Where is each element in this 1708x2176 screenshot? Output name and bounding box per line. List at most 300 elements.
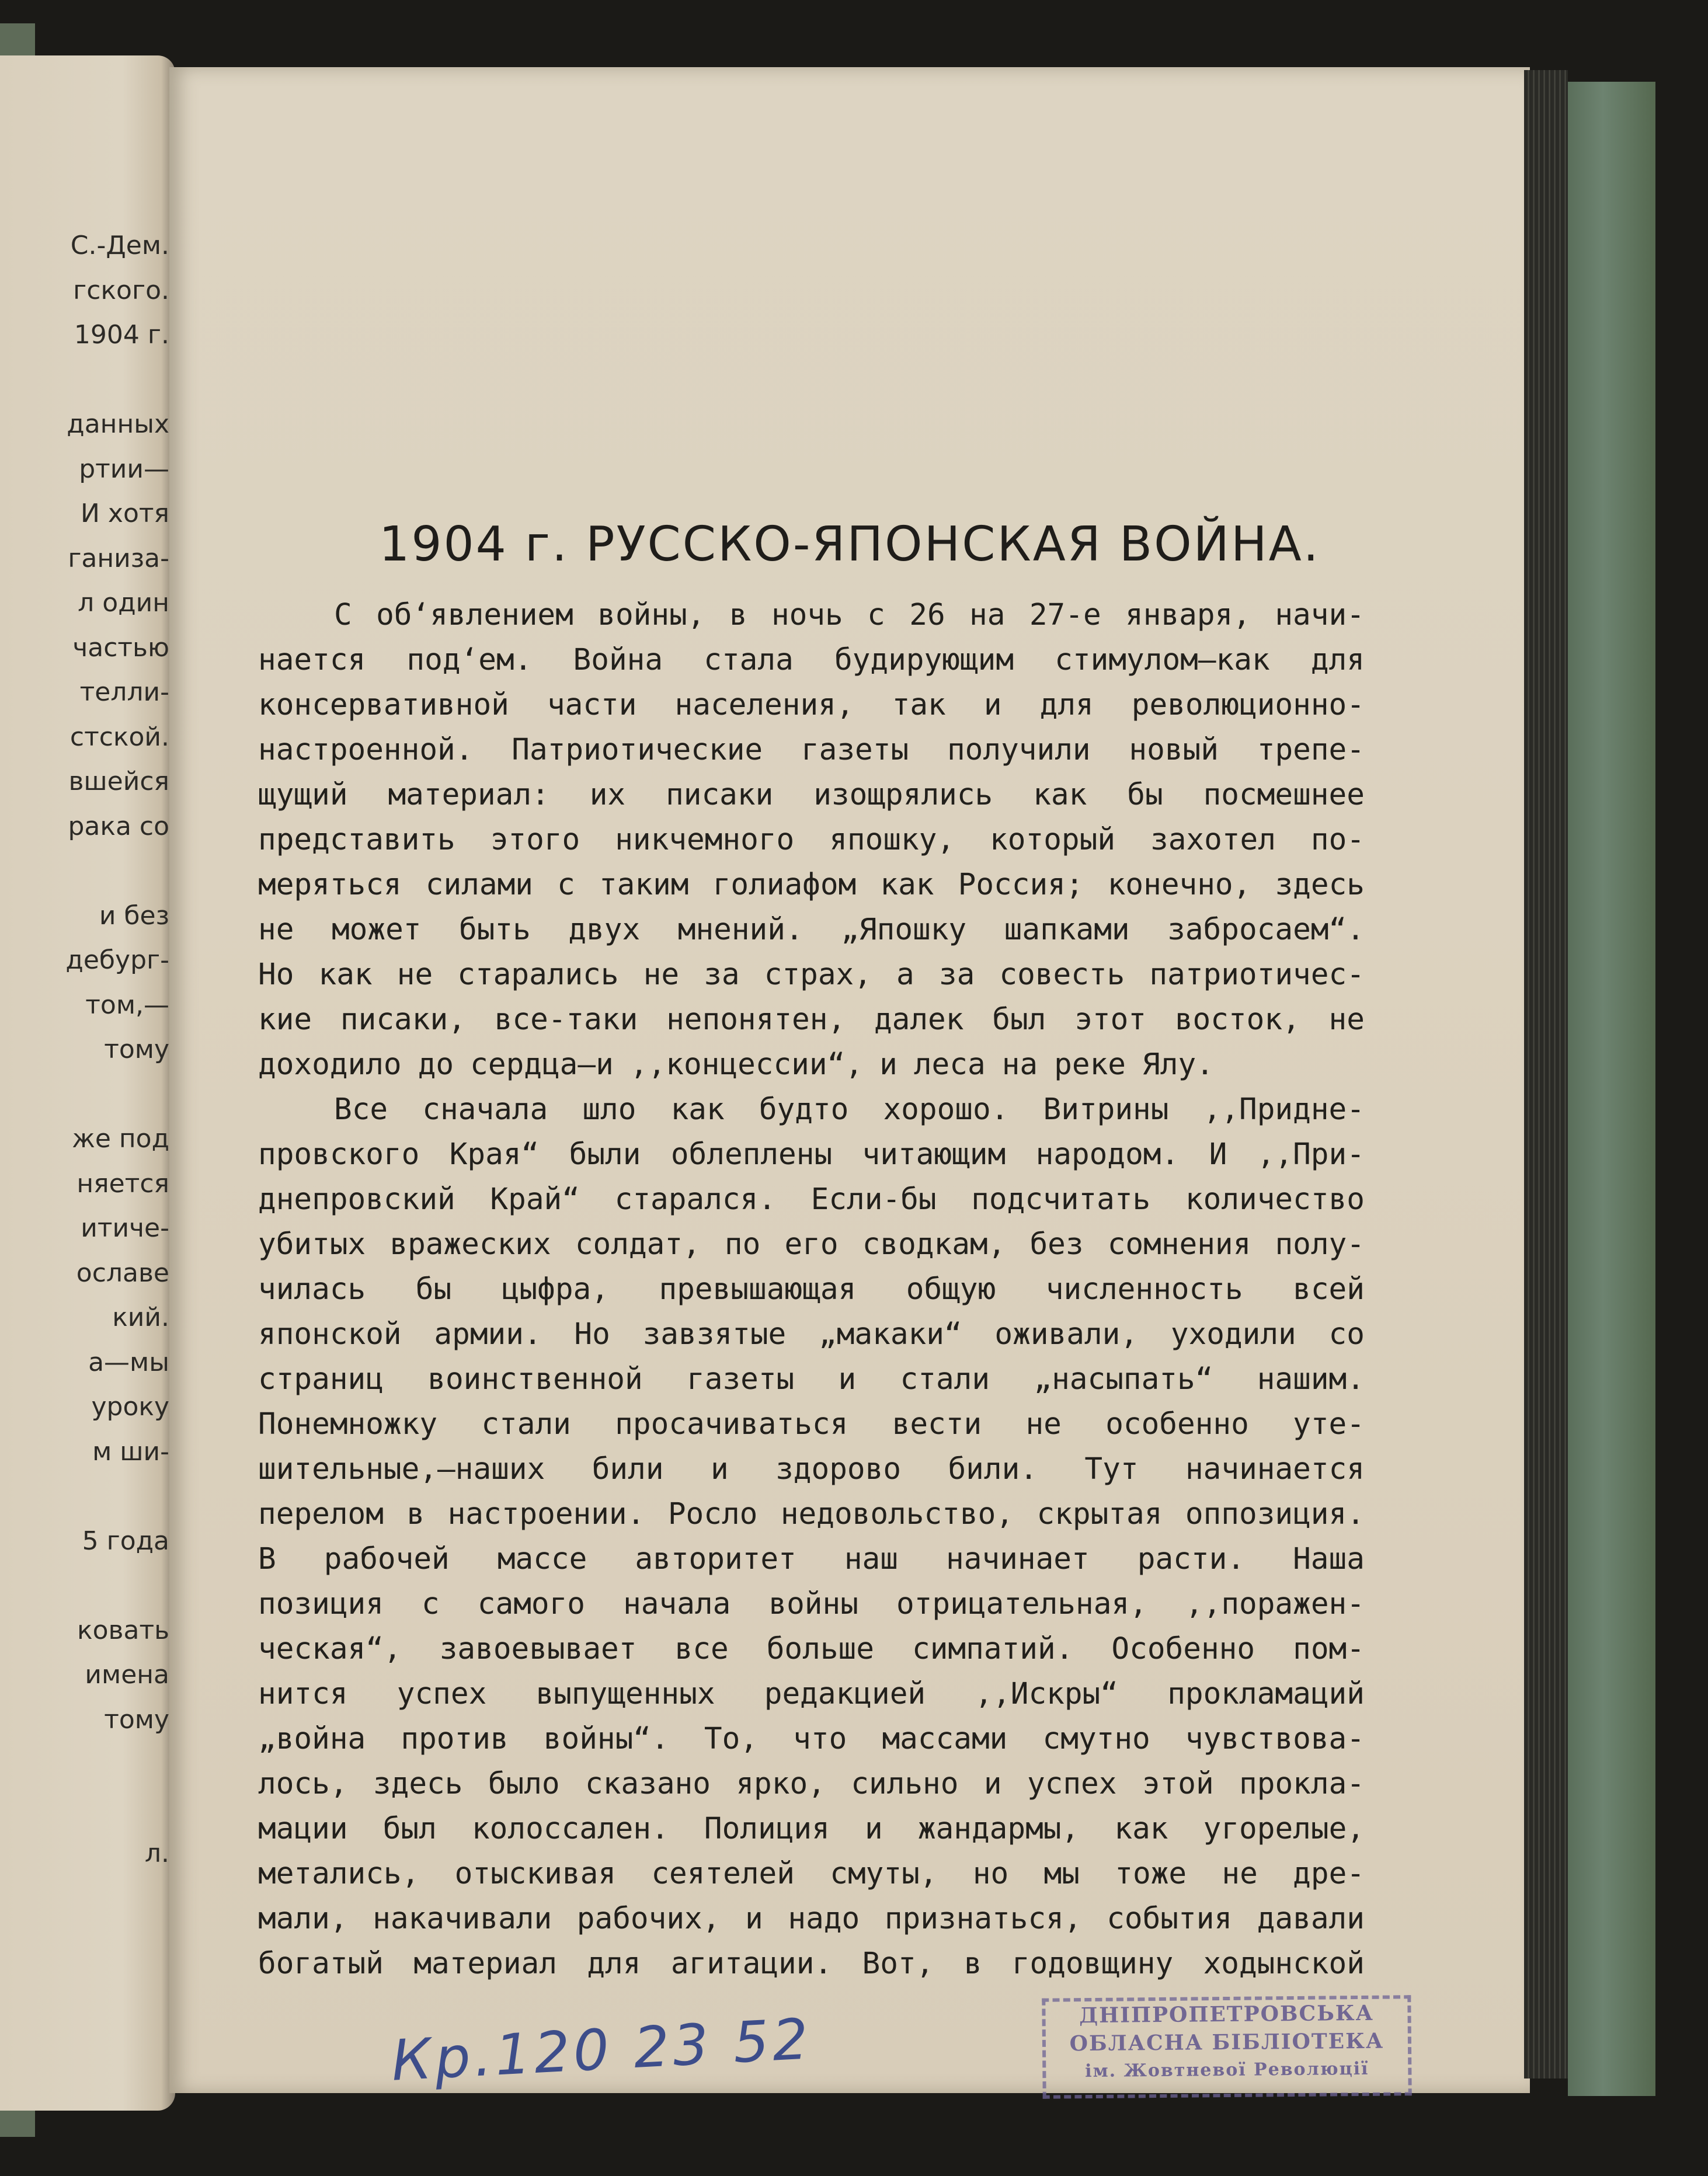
word: стали <box>481 1407 571 1442</box>
word: против <box>401 1722 509 1756</box>
word: просачиваться <box>615 1407 848 1442</box>
word: было <box>488 1767 560 1801</box>
word: стали <box>900 1362 990 1397</box>
text-line <box>258 1357 1365 1402</box>
word: пом- <box>1293 1632 1365 1666</box>
word: ,,концессии“, <box>629 1047 864 1082</box>
word: массе <box>497 1542 587 1576</box>
word: до <box>418 1047 454 1082</box>
word: были <box>569 1137 641 1172</box>
word: давали <box>1257 1902 1365 1936</box>
word: Но <box>574 1317 610 1352</box>
previous-page-line: имена <box>85 1660 169 1690</box>
word: ,,Придне- <box>1203 1092 1365 1127</box>
word: больше <box>766 1632 874 1666</box>
text-line <box>258 727 1365 772</box>
word: колоссален. <box>471 1812 669 1846</box>
word: захотел <box>1150 823 1276 857</box>
word: конечно, <box>1107 868 1251 902</box>
word: смутно <box>1042 1722 1150 1756</box>
word: и <box>745 1902 763 1936</box>
word: войны“. <box>543 1722 669 1756</box>
word: наш <box>844 1542 898 1576</box>
previous-page-line: стской. <box>69 722 169 752</box>
word: рабочих, <box>576 1902 721 1936</box>
word: этой <box>1142 1767 1214 1801</box>
library-stamp <box>1042 1995 1411 2099</box>
word: получили <box>947 733 1091 767</box>
stamp-line-2: ОБЛАСНА БІБЛІОТЕКА <box>1069 2028 1385 2056</box>
word: населения, <box>674 688 854 722</box>
word: сильно <box>851 1767 959 1801</box>
word: днепровский <box>258 1182 455 1217</box>
word: и <box>983 1767 1002 1801</box>
word: не <box>643 958 680 992</box>
text-line <box>258 997 1365 1042</box>
word: скрытая <box>1036 1497 1163 1531</box>
word: а <box>896 958 914 992</box>
text-line <box>258 862 1365 907</box>
word: голиафом <box>712 868 857 902</box>
word: перелом <box>258 1497 384 1531</box>
word: выпущенных <box>535 1677 715 1711</box>
word: мнений. <box>677 913 803 947</box>
word: в <box>963 1947 982 1981</box>
word: хорошо. <box>883 1092 1009 1127</box>
word: реке <box>1054 1047 1126 1082</box>
word: стала <box>704 643 794 677</box>
previous-page-line: няется <box>76 1168 169 1199</box>
word: быть <box>459 913 531 947</box>
word: для <box>1039 688 1094 722</box>
word: Витрины <box>1043 1092 1169 1127</box>
text-line <box>258 1402 1365 1447</box>
word: самого <box>477 1587 586 1621</box>
word: может <box>331 913 422 947</box>
word: мации <box>258 1812 348 1846</box>
word: богатый <box>258 1947 384 1981</box>
previous-page-line: ковать <box>77 1615 169 1645</box>
word: жандармы, <box>917 1812 1080 1846</box>
word: Наша <box>1293 1542 1365 1576</box>
word: января, <box>1125 598 1251 632</box>
word: за <box>938 958 975 992</box>
text-line <box>258 1896 1365 1941</box>
word: мали, <box>258 1902 348 1936</box>
word: части <box>547 688 637 722</box>
word: Война <box>573 643 663 677</box>
text-line <box>258 1761 1365 1806</box>
word: этого <box>490 823 580 857</box>
text-line <box>258 772 1365 817</box>
word: В <box>258 1542 276 1576</box>
previous-page-line: а—мы <box>88 1347 169 1377</box>
word: как <box>1033 778 1087 812</box>
word: писаки, <box>340 1002 466 1037</box>
word: недовольство, <box>780 1497 1014 1531</box>
word: чилась <box>258 1272 366 1307</box>
word: старался. <box>614 1182 776 1217</box>
previous-page-line: итиче- <box>81 1213 169 1243</box>
text-line <box>258 1806 1365 1851</box>
word: консервативной <box>258 688 509 722</box>
word: особенно <box>1105 1407 1249 1442</box>
word: облеплены <box>670 1137 833 1172</box>
word: восток, <box>1174 1002 1300 1037</box>
word: посмешнее <box>1203 778 1365 812</box>
word: расти. <box>1137 1542 1245 1576</box>
word: Ялу. <box>1142 1047 1214 1082</box>
word: рабочей <box>323 1542 450 1576</box>
text-line <box>258 1312 1365 1357</box>
word: войны, <box>597 598 705 632</box>
word: материал: <box>388 778 549 812</box>
text-line <box>258 817 1365 862</box>
word: агитации. <box>670 1947 833 1981</box>
previous-page-line: л один <box>78 588 169 618</box>
word: не <box>1328 1002 1365 1037</box>
word: читающим <box>862 1137 1006 1172</box>
text-line <box>258 907 1365 952</box>
word: не <box>1025 1407 1062 1442</box>
word: по <box>724 1227 761 1262</box>
word: ,,Искры“ <box>975 1677 1118 1711</box>
text-line <box>258 1087 1365 1132</box>
word: бы <box>1127 778 1163 812</box>
word: как <box>880 868 934 902</box>
word: редакцией <box>764 1677 926 1711</box>
word: завзятые <box>642 1317 787 1352</box>
word: Если-бы <box>810 1182 937 1217</box>
word: и <box>838 1362 857 1397</box>
word: убитых <box>258 1227 366 1262</box>
word: здесь <box>373 1767 463 1801</box>
word: но <box>972 1857 1009 1891</box>
previous-page-line: вшейся <box>68 767 169 796</box>
word: всей <box>1293 1272 1365 1307</box>
word: двух <box>568 913 641 947</box>
word: ческая“, <box>258 1632 402 1666</box>
word: сводкам, <box>862 1227 1006 1262</box>
word: и <box>864 1812 883 1846</box>
word: на <box>1001 1047 1038 1082</box>
word: трепе- <box>1257 733 1365 767</box>
word: били. <box>948 1452 1038 1486</box>
previous-page-line: том,— <box>85 990 169 1020</box>
word: То, <box>704 1722 758 1756</box>
word: страниц <box>258 1362 384 1397</box>
word: нашим. <box>1257 1362 1365 1397</box>
word: воинственной <box>427 1362 643 1397</box>
word: ходынской <box>1203 1947 1365 1981</box>
word: будирующим <box>834 643 1014 677</box>
previous-page-line: 5 года <box>82 1526 169 1556</box>
word: все-таки <box>494 1002 638 1037</box>
word: Понемножку <box>258 1407 438 1442</box>
word: провского <box>258 1137 420 1172</box>
word: авторитет <box>635 1542 796 1576</box>
word: стимулом—как <box>1055 643 1270 677</box>
previous-page-line: ртии— <box>79 454 169 484</box>
text-line <box>258 1447 1365 1492</box>
word: и <box>710 1452 729 1486</box>
word: общую <box>906 1272 996 1307</box>
word: годовщину <box>1011 1947 1174 1981</box>
word: били <box>592 1452 664 1486</box>
word: сомнения <box>1107 1227 1251 1262</box>
word: старались <box>457 958 619 992</box>
text-line <box>258 1537 1365 1582</box>
previous-page-line: 1904 г. <box>74 320 169 350</box>
previous-page-line: данных <box>67 409 169 439</box>
word: отрицательная, <box>896 1587 1147 1621</box>
text-line <box>258 1132 1365 1177</box>
previous-page-line: рака со <box>68 811 169 841</box>
word: для <box>1310 643 1365 677</box>
word: таким <box>599 868 689 902</box>
word: далек <box>874 1002 964 1037</box>
body-text <box>258 593 1365 1986</box>
word: изощрялись <box>813 778 993 812</box>
word: кие <box>258 1002 312 1037</box>
word: что <box>793 1722 847 1756</box>
word: сначала <box>422 1092 548 1127</box>
word: успех <box>1027 1767 1117 1801</box>
word: войны <box>768 1587 858 1621</box>
text-line <box>258 1941 1365 1986</box>
word: с <box>557 868 575 902</box>
previous-page-line: частью <box>72 632 169 663</box>
word: успех <box>396 1677 487 1711</box>
word: сердца—и <box>470 1047 614 1082</box>
word: накачивали <box>373 1902 552 1936</box>
word: массами <box>882 1722 1008 1756</box>
word: шапками <box>1004 913 1130 947</box>
word: и <box>983 688 1002 722</box>
previous-page-line: дебург- <box>65 945 169 975</box>
word: этот <box>1074 1002 1147 1037</box>
text-line <box>258 1627 1365 1672</box>
word: настроении. <box>447 1497 645 1531</box>
word: начинает <box>946 1542 1090 1576</box>
word: совесть <box>999 958 1125 992</box>
previous-page-line: И хотя <box>81 499 169 528</box>
word: как <box>1114 1812 1168 1846</box>
word: подсчитать <box>971 1182 1151 1217</box>
previous-page-line: ганиза- <box>68 543 169 573</box>
word: представить <box>258 823 455 857</box>
word: не <box>396 958 433 992</box>
word: за <box>704 958 740 992</box>
previous-page-line: кий. <box>112 1303 169 1332</box>
word: патриотичес- <box>1149 958 1365 992</box>
word: под‘ем. <box>406 643 533 677</box>
previous-page-line: тому <box>104 1035 169 1064</box>
word: угорелые, <box>1203 1812 1365 1846</box>
word: количество <box>1185 1182 1365 1217</box>
word: оппозиция. <box>1185 1497 1365 1531</box>
text-line <box>258 952 1365 997</box>
word: „макаки“ <box>819 1317 962 1352</box>
word: газеты <box>801 733 909 767</box>
word: настроенной. <box>258 733 474 767</box>
word: леса <box>913 1047 986 1082</box>
word: не <box>258 913 294 947</box>
word: „Япошку <box>841 913 967 947</box>
previous-page-line: же под <box>72 1124 169 1154</box>
word: Патриотические <box>512 733 763 767</box>
previous-page <box>0 55 175 2111</box>
word: все <box>674 1632 729 1666</box>
word: народом. <box>1035 1137 1180 1172</box>
word: оживали, <box>994 1317 1139 1352</box>
text-line <box>258 638 1365 683</box>
word: доходило <box>258 1047 402 1082</box>
word: Росло <box>667 1497 758 1531</box>
previous-page-line: тому <box>104 1704 169 1735</box>
word: был <box>382 1812 437 1846</box>
word: без <box>1029 1227 1084 1262</box>
word: С <box>334 598 352 632</box>
text-line <box>258 1582 1365 1627</box>
previous-page-line: гского. <box>73 275 169 305</box>
word: нится <box>258 1677 348 1711</box>
word: цыфра, <box>501 1272 609 1307</box>
word: бы <box>415 1272 452 1307</box>
word: уте- <box>1293 1407 1365 1442</box>
word: так <box>892 688 946 722</box>
previous-page-line: уроку <box>91 1392 169 1422</box>
page-title: 1904 г. РУССКО-ЯПОНСКАЯ ВОЙНА. <box>379 516 1320 572</box>
text-line <box>258 1717 1365 1761</box>
word: силами <box>425 868 533 902</box>
text-line <box>258 1672 1365 1717</box>
word: Край“ <box>490 1182 580 1217</box>
catalog-number: Кр.120 23 52 <box>389 2006 813 2094</box>
text-line <box>258 683 1365 727</box>
text-line <box>258 1492 1365 1537</box>
word: здорово <box>775 1452 902 1486</box>
word: отыскивая <box>454 1857 616 1891</box>
previous-page-line: С.-Дем. <box>70 231 169 260</box>
previous-page-line: м ши- <box>92 1436 169 1467</box>
word: 27-е <box>1029 598 1101 632</box>
word: в <box>406 1497 425 1531</box>
word: симпатий. <box>912 1632 1074 1666</box>
word: их <box>589 778 626 812</box>
word: уходили <box>1170 1317 1296 1352</box>
word: „война <box>258 1722 366 1756</box>
text-line <box>258 1267 1365 1312</box>
previous-page-line: телли- <box>79 677 169 707</box>
word: начала <box>623 1587 731 1621</box>
word: как <box>670 1092 725 1127</box>
word: шительные,—наших <box>258 1452 545 1486</box>
word: сеятелей <box>651 1857 795 1891</box>
word: вести <box>892 1407 982 1442</box>
word: писаки <box>666 778 774 812</box>
word: мы <box>1043 1857 1080 1891</box>
word: шло <box>582 1092 636 1127</box>
text-line <box>258 1851 1365 1896</box>
word: революционно- <box>1131 688 1365 722</box>
word: полу- <box>1275 1227 1365 1262</box>
word: Все <box>334 1092 388 1127</box>
word: здесь <box>1275 868 1365 902</box>
word: Но <box>258 958 294 992</box>
word: и <box>879 1047 898 1082</box>
word: 26 <box>909 598 945 632</box>
word: смуты, <box>830 1857 938 1891</box>
word: метались, <box>258 1857 420 1891</box>
word: ,,поражен- <box>1185 1587 1365 1621</box>
word: с <box>867 598 885 632</box>
word: тоже <box>1115 1857 1187 1891</box>
word: прокламаций <box>1167 1677 1365 1711</box>
word: япошку, <box>829 823 955 857</box>
word: начинается <box>1185 1452 1365 1486</box>
text-line <box>258 1222 1365 1267</box>
word: никчемного <box>615 823 795 857</box>
word: солдат, <box>575 1227 701 1262</box>
word: его <box>784 1227 839 1262</box>
word: надо <box>788 1902 860 1936</box>
text-line <box>258 1177 1365 1222</box>
previous-page-line: ославе <box>76 1258 169 1288</box>
word: вражеских <box>389 1227 551 1262</box>
word: Полиция <box>704 1812 830 1846</box>
stamp-line-3: ім. Жовтневої Революції <box>1085 2058 1369 2082</box>
word: на <box>969 598 1006 632</box>
word: ,,При- <box>1257 1137 1365 1172</box>
word: Вот, <box>862 1947 934 1981</box>
word: лось, <box>258 1767 348 1801</box>
word: признаться, <box>884 1902 1082 1936</box>
word: для <box>587 1947 641 1981</box>
page-edges <box>1524 70 1568 2078</box>
word: Особенно <box>1111 1632 1255 1666</box>
previous-page-line: л. <box>144 1839 169 1868</box>
text-line <box>258 1042 1365 1087</box>
word: об‘явлением <box>376 598 573 632</box>
word: страх, <box>764 958 872 992</box>
word: Края“ <box>449 1137 540 1172</box>
word: нается <box>258 643 366 677</box>
word: непонятен, <box>666 1002 846 1037</box>
word: армии. <box>434 1317 542 1352</box>
word: как <box>318 958 373 992</box>
word: прокла- <box>1239 1767 1365 1801</box>
word: И <box>1209 1137 1227 1172</box>
word: начи- <box>1275 598 1365 632</box>
word: меряться <box>258 868 402 902</box>
word: завоевывает <box>439 1632 637 1666</box>
word: забросаем“. <box>1167 913 1365 947</box>
word: в <box>729 598 747 632</box>
word: по- <box>1310 823 1365 857</box>
word: щущий <box>258 778 348 812</box>
word: дре- <box>1293 1857 1365 1891</box>
word: события <box>1107 1902 1233 1936</box>
word: японской <box>258 1317 402 1352</box>
word: Тут <box>1084 1452 1139 1486</box>
word: со <box>1328 1317 1365 1352</box>
text-line <box>258 593 1365 638</box>
word: газеты <box>687 1362 795 1397</box>
word: новый <box>1129 733 1219 767</box>
word: сказано <box>585 1767 711 1801</box>
word: будто <box>759 1092 849 1127</box>
